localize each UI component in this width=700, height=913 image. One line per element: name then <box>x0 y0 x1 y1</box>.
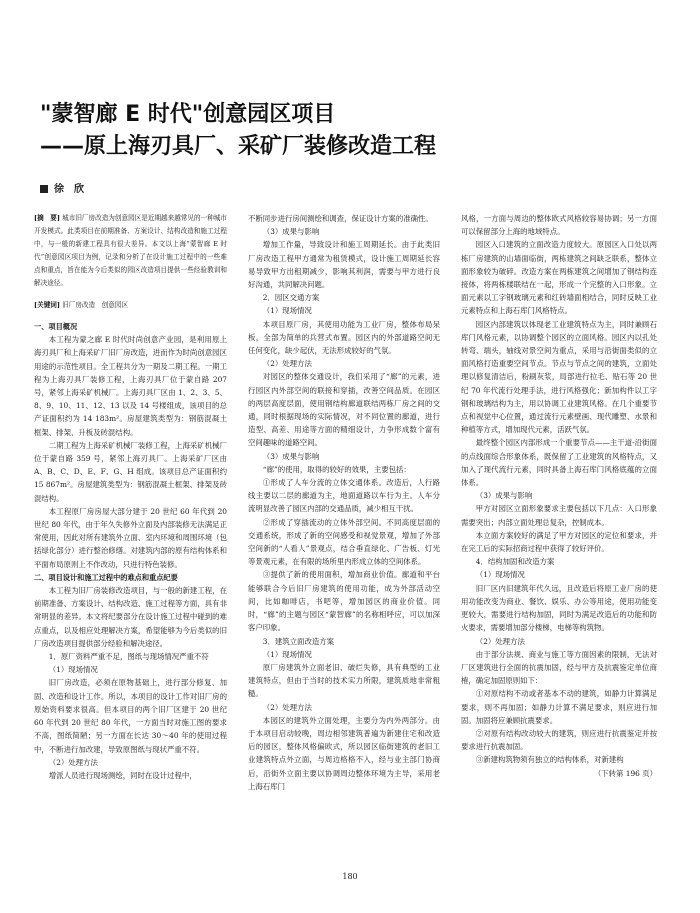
column-right <box>461 212 657 872</box>
paragraph: 园区内部建筑以体现老工业建筑特点为主，同时兼顾石库门风格元素，以协调整个园区的立面风格。园区内以孔处转弯、端头，轴线对景空间为重点，采用与沿街面类似的立面风格打造重要空间节点。节点与节点之间的建筑，立面处理以修复清洁后，粉刷灰浆，局部进行拉毛、贴石等 20 世纪 70 年代流行处理手法，进行风格强化；新加构件以工字钢和玻璃结构为主，用以协调工业建筑风格。在几个重要节点和视觉中心位置，通过流行元素壁画、现代雕塑、水景和种植等方式，增加现代元素，活跃气氛。 <box>461 319 657 435</box>
paragraph: （3）成果与影响 <box>475 491 533 501</box>
paragraph: 园区入口建筑的立面改造力度较大。原园区入口处以两栋厂房建筑的山墙面临街，两栋建筑之间缺乏联系，整体立面形象较为破碎。改造方案在两栋建筑之间增加了钢结构连接体，将两栋楼联结在一起，形成一个完整的入口形象。立面元素以工字钢玻璃元素和红砖墙面相结合，同时反映工业元素特点和上海石库门风格特点。 <box>461 240 657 316</box>
paragraph: （1）现场情况 <box>262 306 312 316</box>
paragraph: ③新建构筑物须有独立的结构体系，对新建构 <box>475 755 624 765</box>
paragraph: 由于部分法规、商业与施工等方面因素的限制，无法对厂区建筑进行全面的抗震加固，经与甲方及抗震鉴定单位商榷，确定加固原则如下： <box>461 649 657 686</box>
paragraph: 4．结构加固和改造方案 <box>475 557 555 567</box>
paragraph: （3）成果与影响 <box>262 227 320 237</box>
paragraph: 本工程为蒙之廊 E 时代时尚创意产业园，是利用原上海刃具厂和上海采矿厂旧厂房改造，进而作为时尚创意园区用途的示范性项目。全工程共分为一期及二期工程。一期工程为上海刃具厂装修工程，上海刃具厂位于蒙自路 207 号，紧邻上海采矿机械厂。上海刃具厂区由 1、2、3、5、8、9、10、11、12、13 以及 14 号楼组成，该项目的总产证面积约为 14 183m²。房屋建筑类型为：钢筋混凝土框架、排架、升板及砖混结构。 <box>34 335 227 437</box>
section-heading: 二、项目设计和施工过程中的难点和重点纪要 <box>34 572 178 582</box>
paragraph: （1）现场情况 <box>262 649 312 659</box>
paragraph: 本工程原厂房房屋大部分建于 20 世纪 60 年代到 20 世纪 80 年代，由于年久失修外立面及内部装修无法满足正常使用，因此对所有建筑外立面、室内环境和周围环境（包括绿化部分）进行整治修缮。对建筑内部的原有结构体系和平面布局原则上不作改动，只进行特色装修。 <box>34 506 227 569</box>
paragraph: 不断同步进行房间测绘和调查，保证设计方案的准确性。 <box>248 214 433 223</box>
abstract-text: 城市旧厂房改造为创意园区是近期越来越常见的一种城市开发模式。此类项目在前期准备、方案设计、结构改造和施工过程中，与一般的新建工程具有很大差异。本文以上海“蒙智廊 E 时代”创意园区项目为例，记录和分析了在设计施工过程中的一些难点和重点，旨在能为今后类似的园区改造项目提供一些经验教训和解决途径。 <box>34 214 227 287</box>
keywords-text: 旧厂房改造 创意园区 <box>62 301 129 309</box>
paragraph: （1）现场情况 <box>48 665 98 675</box>
paragraph: 增派人员进行现场测绘，同时在设计过程中， <box>48 770 197 780</box>
square-bullet-icon <box>40 185 48 193</box>
paragraph: （2）处理方法 <box>48 757 98 767</box>
continued-note: （下转第 196 页） <box>593 768 657 778</box>
section-heading: 一、项目概况 <box>34 322 78 331</box>
paragraph: ②对原有结构改动较大的建筑，则应进行抗震鉴定并按要求进行抗震加固。 <box>461 728 657 752</box>
paragraph: 风格，一方面与周边的整体欧式风格较容易协调；另一方面可以保留部分上海的地域特点。 <box>461 214 657 237</box>
paragraph: 本工程为旧厂房装修改造项目，与一般的新建工程，在前期准备、方案设计、结构改造、施工过程等方面，具有非常明显的差异。本文将纪要部分在设计施工过程中碰到的难点重点，以及相应处理解决方案，希望能够为今后类似的旧厂房改造项目提供部分经验和解决途径。 <box>34 586 227 648</box>
column-left-body <box>34 320 227 782</box>
paragraph: 原厂房建筑外立面老旧、破烂失修，具有典型的工业建筑特点，但由于当时的技术实力所限，建筑质地非常粗糙。 <box>248 662 440 699</box>
paragraph: 1．原厂资料严重不足，图纸与现场情况严重不符 <box>48 652 209 662</box>
article-title-line2: ——原上海刃具厂、采矿厂装修改造工程 <box>40 134 437 159</box>
column-left <box>34 212 227 872</box>
paragraph: ③提供了新的使用面积，增加商业价值。廊道和平台能够联合今后旧厂房建筑的使用功能，成为外部活动空间，比如咖啡店，书吧等，增加园区的商业价值。同时，“廊”的主题与园区“蒙智廊”的名称相呼应，可以加深客户印象。 <box>248 570 440 633</box>
column-middle-body <box>248 212 440 793</box>
keywords-label: [关键词] <box>34 301 61 309</box>
keywords <box>34 299 227 312</box>
paragraph: 3．建筑立面改造方案 <box>262 636 335 646</box>
paragraph: 甲方对园区立面形象要求主要包括以下几点：入口形象需要突出；内部立面处理总复杂，控制成本。 <box>461 504 657 527</box>
paragraph: （2）处理方法 <box>262 702 312 712</box>
paragraph: （1）现场情况 <box>475 570 525 580</box>
paragraph: 增加工作量，导致设计和施工周期延长。由于此类旧厂房改造工程甲方通常为租赁模式，设计施工周期延长容易导致甲方出租期减少，影响其利润，需要与甲方进行良好沟通，共同解决问题。 <box>248 240 440 290</box>
paragraph: 本项目原厂房，其使用功能为工业厂房，整体布局呆板，全部为简单的兵营式布置。园区内的外部道路空间无任何变化，缺少起伏，无法形成较好的气氛。 <box>248 319 440 356</box>
paragraph: ①对原结构不动或者基本不动的建筑，如静力计算满足要求，则不再加固；如静力计算不满足要求，则应进行加固。加固将应兼顾抗震要求。 <box>461 689 657 725</box>
paragraph: 旧厂区内旧建筑年代久远，且改造后将原工业厂房的使用功能改变为商业、餐饮、娱乐、办公等用途，使用功能变更较大，需要进行结构加固，同时为满足改造后的功能和防火要求，需要增加部分楼梯，电梯等构筑物。 <box>461 583 657 633</box>
paragraph: 2．园区交通方案 <box>262 293 320 303</box>
abstract-label: [摘 要] <box>34 214 61 222</box>
paragraph: “廊”的使用，取得的较好的效果，主要包括： <box>262 464 411 474</box>
paragraph: （3）成果与影响 <box>262 451 320 461</box>
column-middle <box>248 212 440 872</box>
column-right-body <box>461 212 657 780</box>
abstract <box>34 212 227 290</box>
paragraph: （2）处理方法 <box>262 359 312 369</box>
author-line <box>40 180 84 195</box>
paragraph: 本立面方案较好的满足了甲方对园区的定位和要求，并在完工后的实际招商过程中获得了较好评价。 <box>461 530 657 554</box>
paragraph: 旧厂房改造，必须在原物基础上，进行部分修复、加固、改造和设计工作。所以，本项目的设计工作对旧厂房的原始资料要求很高。但本项目的两个旧厂区建于 20 世纪 60 年代到 20 世纪 80 年代，一方面当时对施工图的要求不高，图纸简陋；另一方面在长达 30～40 年的使用过程中，不断进行加改建，导致原图纸与现状严重不符。 <box>34 678 227 754</box>
paragraph: ②形成了穿插流动的立体外部空间。不同高度层面的交通系统，形成了新的空间感受和视觉景观，增加了外部空间新的“人看人”景观点，结合垂直绿化、广告板、灯光等景观元素，在有限的场所里内形成立体的空间体系。 <box>248 517 440 567</box>
paragraph: 最终整个园区内部形成一个重要节点——主干道-沿街面的点线面综合形象体系，既保留了工业建筑的风格特点，又加入了现代流行元素，同时具备上海石库门风格底蕴的立面体系。 <box>461 438 657 488</box>
paragraph: 对园区的整体交通设计，我们采用了“廊”的元素，进行园区内外部空间的联接和穿插，改善空间品质。在园区的两层高度层面，使用钢结构廊道联结两栋厂房之间的交通，同时根据现场的实际情况，对不同位置的廊道，进行造型、高差、用途等方面的精细设计，力争形成数个富有空间趣味的道路空间。 <box>248 372 440 448</box>
paragraph: （2）处理方法 <box>475 636 525 646</box>
paragraph: ①形成了人车分流的立体交通体系。改造后，人行路线主要以二层的廊道为主，地面道路以车行为主。人车分流明显改善了园区内部的交通品质，减少相互干扰。 <box>248 478 440 514</box>
paragraph: 二期工程为上海采矿机械厂装修工程，上海采矿机械厂位于蒙自路 359 号，紧邻上海刃具厂。上海采矿厂区由 A、B、C、D、E、F、G、H 组成。该项目总产证面积约 15 867m²。房屋建筑类型为：钢筋混凝土框架、排架及砖混结构。 <box>34 440 227 503</box>
article-title-line1: "蒙智廊 E 时代"创意园区项目 <box>40 102 336 127</box>
author-name: 徐 欣 <box>54 184 84 195</box>
paragraph: 本园区的建筑外立面处理，主要分为内外两部分。由于本项目启动较晚，周边相邻建筑普遍为新建住宅和改造后的园区，整体风格偏欧式，所以园区临街建筑的老旧工业建筑特点外立面，与周边格格不入，经与业主部门协商后，沿街外立面主要以协调周边整体环境为主导，采用老上海石库门 <box>248 715 440 791</box>
page-number: 180 <box>342 872 358 881</box>
